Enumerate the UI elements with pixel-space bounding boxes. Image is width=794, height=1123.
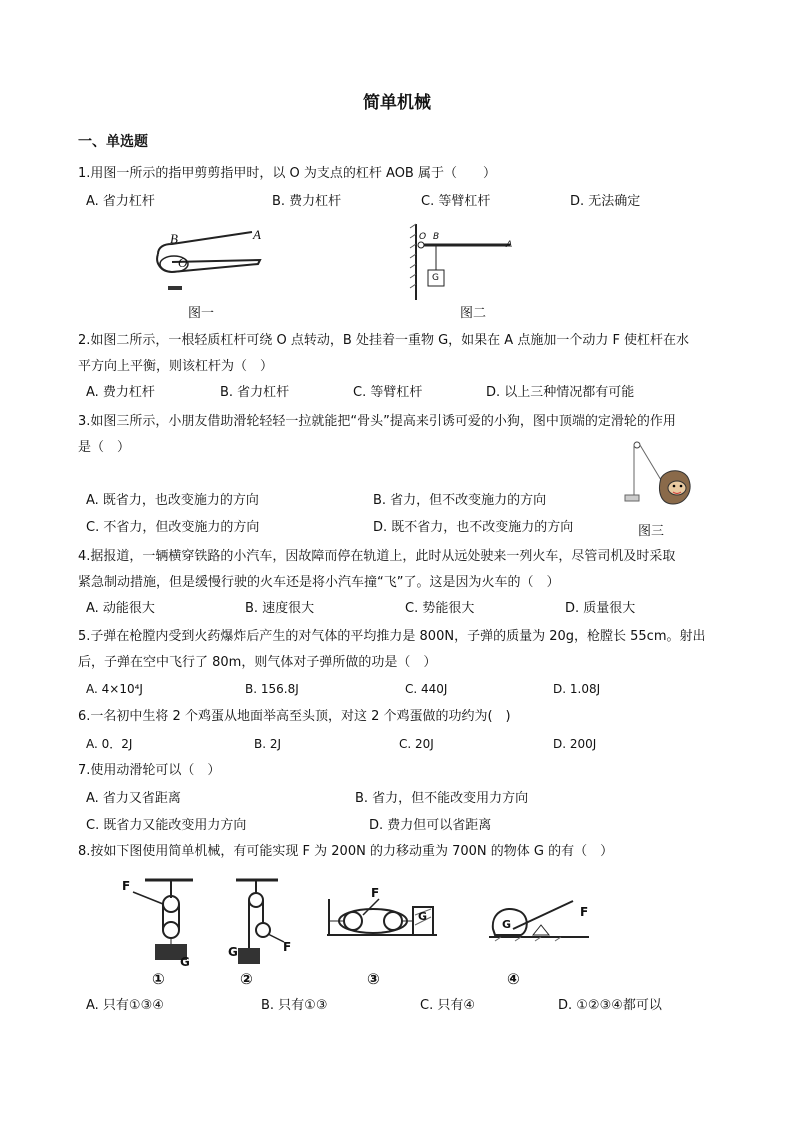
g-label-3: G — [418, 910, 428, 923]
q4-option-c[interactable]: C. 势能很大 — [405, 601, 475, 616]
label-o: O — [178, 255, 188, 270]
q6-option-d[interactable]: D. 200J — [553, 737, 597, 751]
label-a-2: A — [506, 240, 513, 250]
f-label-3: F — [371, 886, 380, 900]
f-label-4: F — [580, 905, 589, 919]
label-o-2: O — [419, 232, 427, 242]
question-2-line-1: 2.如图二所示，一根轻质杠杆可绕 O 点转动，B 处挂着一重物 G，如果在 A 点施加一个动力 F 使杠杆在水 — [78, 333, 690, 348]
label-a: A — [253, 227, 261, 242]
g-label-4: G — [502, 918, 512, 931]
figure-1-caption: 图一 — [188, 306, 215, 321]
g-label-1: G — [180, 955, 190, 969]
label-b-2: B — [433, 232, 440, 242]
page-title: 简单机械 — [363, 93, 431, 113]
figure-label-4: ④ — [507, 970, 520, 988]
g-label-2: G — [228, 945, 238, 959]
q3-option-b[interactable]: B. 省力，但不改变施力的方向 — [373, 493, 547, 508]
label-g: G — [432, 273, 439, 283]
q3-option-c[interactable]: C. 不省力，但改变施力的方向 — [86, 520, 260, 535]
question-6: 6.一名初中生将 2 个鸡蛋从地面举高至头顶，对这 2 个鸡蛋做的功约为( ) — [78, 709, 511, 724]
f-label-2: F — [283, 940, 292, 954]
question-8: 8.按如下图使用简单机械，有可能实现 F 为 200N 的力移动重为 700N 的物体 G 的有（ ） — [78, 844, 614, 859]
q1-option-a[interactable]: A. 省力杠杆 — [86, 194, 155, 209]
label-b: B — [170, 231, 178, 246]
q7-option-c[interactable]: C. 既省力又能改变用力方向 — [86, 818, 247, 833]
q7-option-a[interactable]: A. 省力又省距离 — [86, 791, 181, 806]
question-3-line-1: 3.如图三所示，小朋友借助滑轮轻轻一拉就能把“骨头”提高来引诱可爱的小狗，图中顶端的定滑轮的作用 — [78, 414, 676, 429]
question-5-line-2: 后，子弹在空中飞行了 80m，则气体对子弹所做的功是（ ） — [78, 655, 437, 670]
q2-option-b[interactable]: B. 省力杠杆 — [220, 385, 290, 400]
question-4-line-1: 4.据报道，一辆横穿铁路的小汽车，因故障而停在轨道上，此时从远处驶来一列火车，尽管司机及时采取 — [78, 549, 676, 564]
question-1: 1.用图一所示的指甲剪剪指甲时，以 O 为支点的杠杆 AOB 属于（ ） — [78, 166, 496, 181]
q1-option-c[interactable]: C. 等臂杠杆 — [421, 194, 491, 209]
figure-label-3: ③ — [367, 970, 380, 988]
question-2-line-2: 平方向上平衡，则该杠杆为（ ） — [78, 359, 274, 374]
q5-option-a[interactable]: A. 4×10⁴J — [86, 682, 143, 696]
child-pulley-figure — [615, 440, 700, 515]
q6-option-b[interactable]: B. 2J — [254, 737, 282, 751]
q8-option-b[interactable]: B. 只有①③ — [261, 998, 328, 1013]
q5-option-d[interactable]: D. 1.08J — [553, 682, 601, 696]
q1-option-d[interactable]: D. 无法确定 — [570, 194, 641, 209]
q4-option-d[interactable]: D. 质量很大 — [565, 601, 636, 616]
q6-option-c[interactable]: C. 20J — [399, 737, 434, 751]
question-5-line-1: 5.子弹在枪膛内受到火药爆炸后产生的对气体的平均推力是 800N，子弹的质量为 20g，枪膛长 55cm。射出 — [78, 629, 706, 644]
figure-3-caption: 图三 — [638, 524, 665, 539]
figure-2-caption: 图二 — [460, 306, 487, 321]
q2-option-a[interactable]: A. 费力杠杆 — [86, 385, 155, 400]
q8-option-a[interactable]: A. 只有①③④ — [86, 998, 164, 1013]
q2-option-d[interactable]: D. 以上三种情况都有可能 — [486, 385, 635, 400]
q4-option-a[interactable]: A. 动能很大 — [86, 601, 155, 616]
q7-option-b[interactable]: B. 省力，但不能改变用力方向 — [355, 791, 529, 806]
q4-option-b[interactable]: B. 速度很大 — [245, 601, 315, 616]
section-heading: 一、单选题 — [78, 134, 148, 150]
q5-option-b[interactable]: B. 156.8J — [245, 682, 299, 696]
q5-option-c[interactable]: C. 440J — [405, 682, 448, 696]
q1-option-b[interactable]: B. 费力杠杆 — [272, 194, 342, 209]
q7-option-d[interactable]: D. 费力但可以省距离 — [369, 818, 492, 833]
figure-label-1: ① — [152, 970, 165, 988]
q3-option-a[interactable]: A. 既省力，也改变施力的方向 — [86, 493, 259, 508]
q2-option-c[interactable]: C. 等臂杠杆 — [353, 385, 423, 400]
question-7: 7.使用动滑轮可以（ ） — [78, 763, 221, 778]
pulley-system-2-figure — [228, 878, 298, 968]
question-4-line-2: 紧急制动措施，但是缓慢行驶的火车还是将小汽车撞“飞”了。这是因为火车的（ ） — [78, 575, 560, 590]
f-label-1: F — [122, 879, 131, 893]
q3-option-d[interactable]: D. 既不省力，也不改变施力的方向 — [373, 520, 574, 535]
q8-option-c[interactable]: C. 只有④ — [420, 998, 475, 1013]
figure-label-2: ② — [240, 970, 253, 988]
q6-option-a[interactable]: A. 0．2J — [86, 737, 133, 751]
question-3-line-2: 是（ ） — [78, 440, 131, 455]
q8-option-d[interactable]: D. ①②③④都可以 — [558, 998, 662, 1013]
nail-clipper-figure — [150, 222, 270, 302]
